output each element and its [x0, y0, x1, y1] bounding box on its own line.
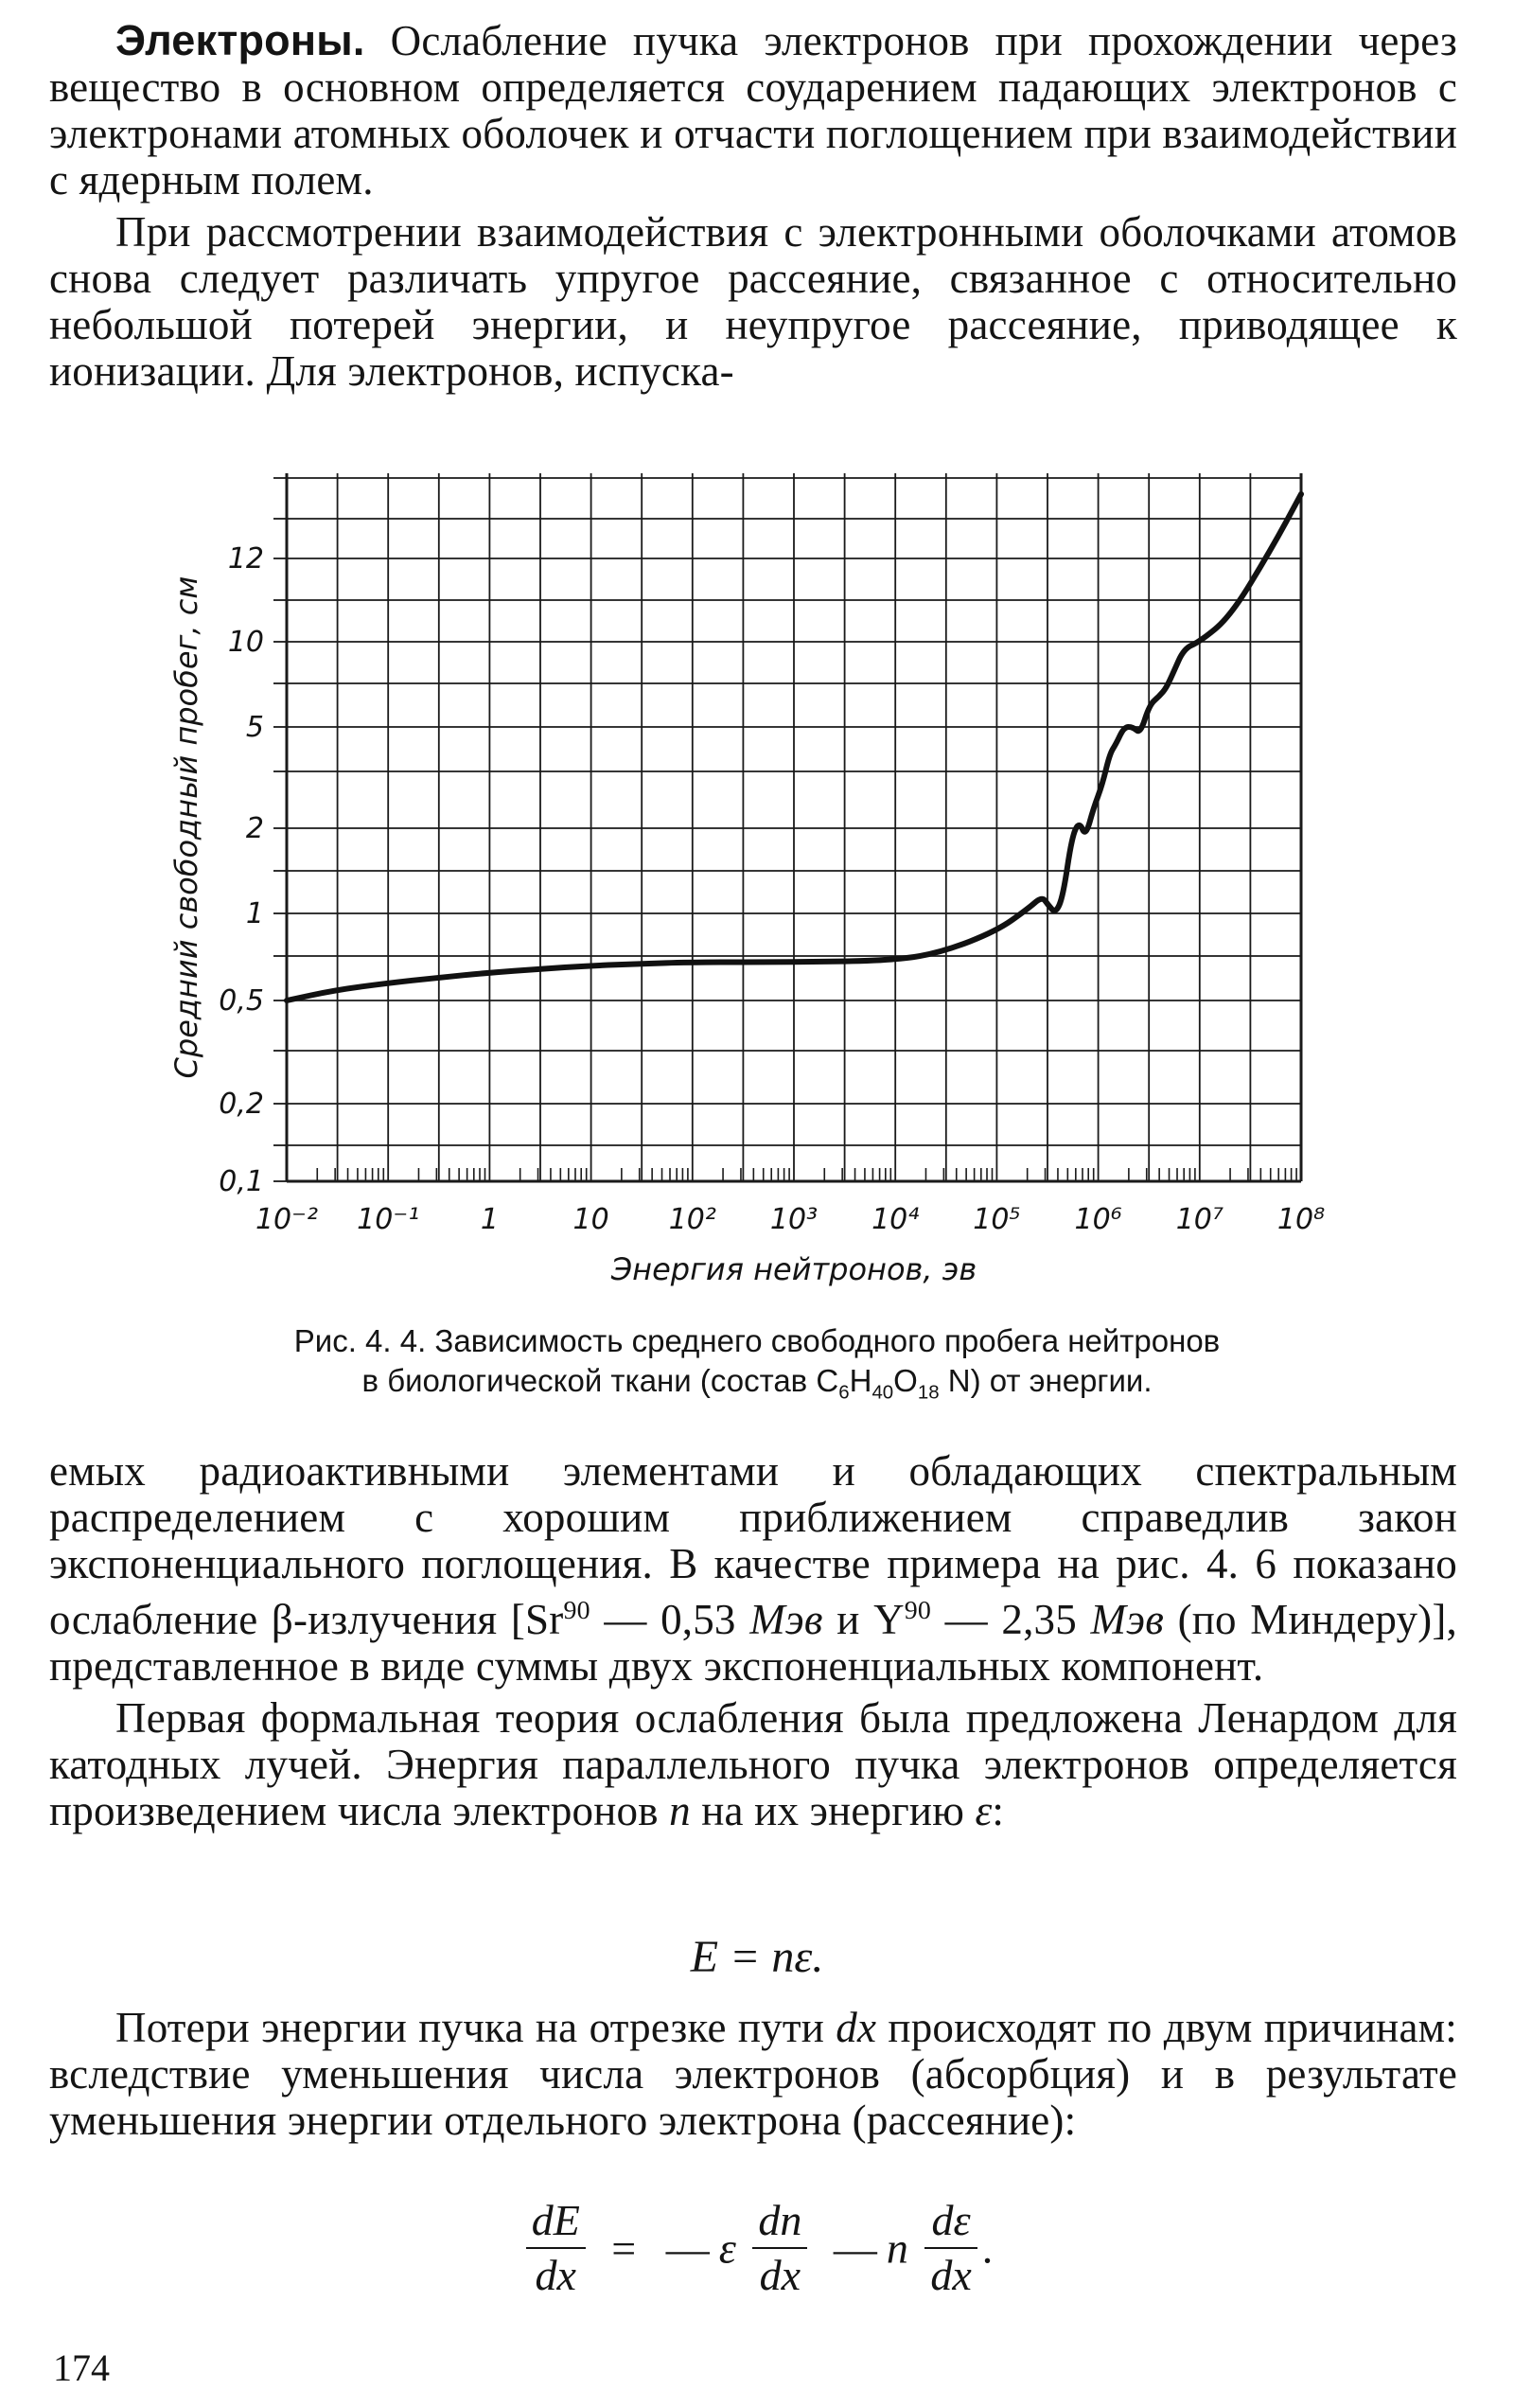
chart-grid: [287, 473, 1301, 1181]
x-tick-label: 10⁸: [1276, 1203, 1326, 1236]
y-tick-label: 10: [227, 626, 264, 659]
y-tick-label: 2: [245, 812, 264, 845]
fraction-deps-dx: [924, 2196, 977, 2300]
section-lead: Электроны.: [115, 16, 365, 64]
paragraph-lenard: [49, 1695, 1457, 1834]
x-tick-label: 1: [480, 1203, 499, 1236]
x-axis-title: Энергия нейтронов, эв: [610, 1251, 977, 1287]
fraction-numerator: dε: [924, 2196, 977, 2249]
x-tick-label: 10⁴: [871, 1203, 920, 1236]
paragraph-text: емых радиоактивными элементами и обладающих спектральным распределением с хорошим приближением справедлив закон экспоненциального поглощения. В качестве примера на рис. 4. 6 показано ослабление β-излучения [Sr: [49, 1447, 1457, 1643]
caption-text: в биологической ткани (состав C: [361, 1363, 839, 1398]
losses-text: [49, 2005, 1457, 2144]
x-tick-label: 10²: [668, 1203, 716, 1236]
y-axis-title: Средний свободный пробег, см: [168, 575, 204, 1079]
caption-line-1: Рис. 4. 4. Зависимость среднего свободного пробега нейтронов: [293, 1323, 1221, 1358]
variable-n: n: [669, 1787, 691, 1834]
variable-n: n: [886, 2223, 908, 2273]
caption-text: N) от энергии.: [939, 1363, 1153, 1398]
formula-differential: [0, 2196, 1514, 2300]
paragraph-text: Первая формальная теория ослабления была предложена Ленардом для катодных лучей. Энергия параллельного пучка электронов определяется произведением числа электронов: [49, 1694, 1457, 1834]
y-tick-label: 5: [245, 711, 264, 744]
paragraph-text: :: [992, 1787, 1005, 1834]
caption-subscript: 18: [917, 1381, 940, 1404]
fraction-denominator: dx: [930, 2251, 972, 2299]
caption-subscript: 40: [871, 1381, 894, 1404]
paragraph-text: Потери энергии пучка на отрезке пути: [115, 2004, 836, 2051]
chart-ticks: [273, 478, 1296, 1181]
figure-caption: [0, 1321, 1514, 1413]
y-tick-label: 12: [227, 542, 264, 575]
fraction-dn-dx: [752, 2196, 807, 2300]
minus-sign: —: [833, 2223, 877, 2273]
bottom-text: [49, 1448, 1457, 1834]
period: .: [982, 2223, 995, 2273]
x-tick-label: 10⁻²: [255, 1203, 319, 1236]
variable-epsilon: ε: [975, 1787, 993, 1834]
x-tick-label: 10: [572, 1203, 609, 1236]
y-tick-label: 0,5: [219, 984, 264, 1018]
fraction-denominator: dx: [759, 2251, 801, 2299]
caption-subscript: 6: [838, 1381, 850, 1404]
x-tick-label: 10⁷: [1175, 1203, 1224, 1236]
paragraph-text: (по Миндеру)], представленное в виде суммы двух экспоненциальных компонент.: [49, 1596, 1457, 1690]
paragraph-text: — 0,53: [590, 1596, 750, 1643]
x-tick-label: 10³: [769, 1203, 819, 1236]
superscript: 90: [563, 1596, 590, 1625]
y-tick-label: 1: [245, 897, 264, 930]
superscript: 90: [904, 1596, 932, 1625]
paragraph-exponential: [49, 1448, 1457, 1690]
paragraph-text: Ослабление пучка электронов при прохождении через вещество в основном определяется соударением падающих электронов с электронами атомных оболочек и отчасти поглощением при взаимодействии с ядерным полем.: [49, 17, 1457, 204]
paragraph-losses: [49, 2005, 1457, 2144]
paragraph-text: происходят по двум причинам: вследствие уменьшения числа электронов (абсорбция) и в результате уменьшения энергии отдельного электрона (рассеяние):: [49, 2004, 1458, 2144]
paragraph-interaction: При рассмотрении взаимодействия с электронными оболочками атомов снова следует различать упругое рассеяние, связанное с относительно небольшой потерей энергии, и неупругое рассеяние, приводящее к ионизации. Для электронов, испуска-: [49, 208, 1457, 395]
x-tick-label: 10⁶: [1074, 1203, 1122, 1236]
paragraph-text: на их энергию: [690, 1787, 976, 1834]
y-tick-label: 0,2: [219, 1088, 264, 1121]
caption-text: O: [893, 1363, 918, 1398]
paragraph-text: — 2,35: [931, 1596, 1091, 1643]
fraction-denominator: dx: [535, 2251, 576, 2299]
fraction-numerator: dE: [526, 2196, 586, 2249]
unit-text: Мэв: [1090, 1596, 1164, 1643]
fraction-numerator: dn: [752, 2196, 807, 2249]
fraction-dE-dx: [526, 2196, 586, 2300]
paragraph-text: и Y: [822, 1596, 905, 1643]
chart-labels: [168, 542, 1325, 1287]
caption-line-2: [0, 1361, 1514, 1413]
x-tick-label: 10⁵: [973, 1203, 1021, 1236]
y-tick-label: 0,1: [219, 1165, 264, 1198]
variable-epsilon: ε: [718, 2223, 736, 2273]
variable-dx: dx: [836, 2004, 877, 2051]
page-number: 174: [53, 2346, 110, 2389]
x-tick-label: 10⁻¹: [357, 1203, 420, 1236]
equals-sign: =: [611, 2223, 637, 2273]
unit-text: Мэв: [749, 1596, 823, 1643]
minus-sign: —: [665, 2223, 710, 2273]
caption-text: H: [849, 1363, 872, 1398]
formula-energy: E = nε.: [690, 1932, 824, 1982]
